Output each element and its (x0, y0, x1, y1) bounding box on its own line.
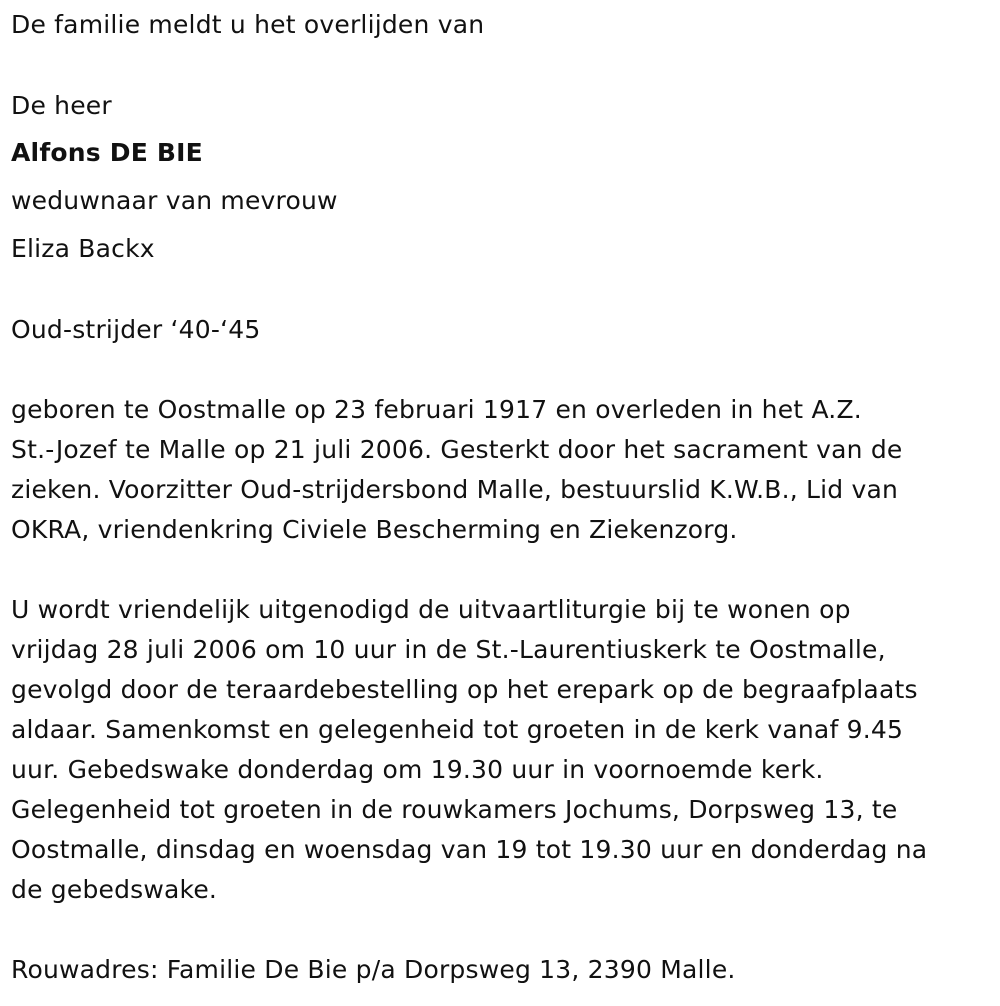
funeral-line: gevolgd door de teraardebestelling op het erepark op de begraafplaats (11, 675, 918, 704)
funeral-line: de gebedswake. (11, 875, 218, 904)
biography-line: OKRA, vriendenkring Civiele Bescherming en Ziekenzorg. (11, 515, 738, 544)
funeral-line: U wordt vriendelijk uitgenodigd de uitvaartliturgie bij te wonen op (11, 595, 851, 624)
funeral-line: uur. Gebedswake donderdag om 19.30 uur in voornoemde kerk. (11, 755, 824, 784)
salutation: De heer (11, 91, 112, 120)
biography-line: St.-Jozef te Malle op 21 juli 2006. Gesterkt door het sacrament van de (11, 435, 903, 464)
intro-text: De familie meldt u het overlijden van (11, 10, 485, 39)
spouse-name: Eliza Backx (11, 234, 155, 263)
relation-text: weduwnaar van mevrouw (11, 186, 338, 215)
biography-paragraph (11, 390, 986, 550)
funeral-line: aldaar. Samenkomst en gelegenheid tot groeten in de kerk vanaf 9.45 (11, 715, 904, 744)
deceased-name: Alfons DE BIE (11, 138, 203, 167)
funeral-line: vrijdag 28 juli 2006 om 10 uur in de St.-Laurentiuskerk te Oostmalle, (11, 635, 886, 664)
mourning-address: Rouwadres: Familie De Bie p/a Dorpsweg 13, 2390 Malle. (11, 955, 736, 984)
biography-line: geboren te Oostmalle op 23 februari 1917 en overleden in het A.Z. (11, 395, 862, 424)
veteran-status: Oud-strijder ‘40-‘45 (11, 315, 261, 344)
biography-line: zieken. Voorzitter Oud-strijdersbond Malle, bestuurslid K.W.B., Lid van (11, 475, 899, 504)
funeral-line: Oostmalle, dinsdag en woensdag van 19 tot 19.30 uur en donderdag na (11, 835, 928, 864)
funeral-paragraph (11, 590, 986, 910)
funeral-line: Gelegenheid tot groeten in de rouwkamers Jochums, Dorpsweg 13, te (11, 795, 898, 824)
